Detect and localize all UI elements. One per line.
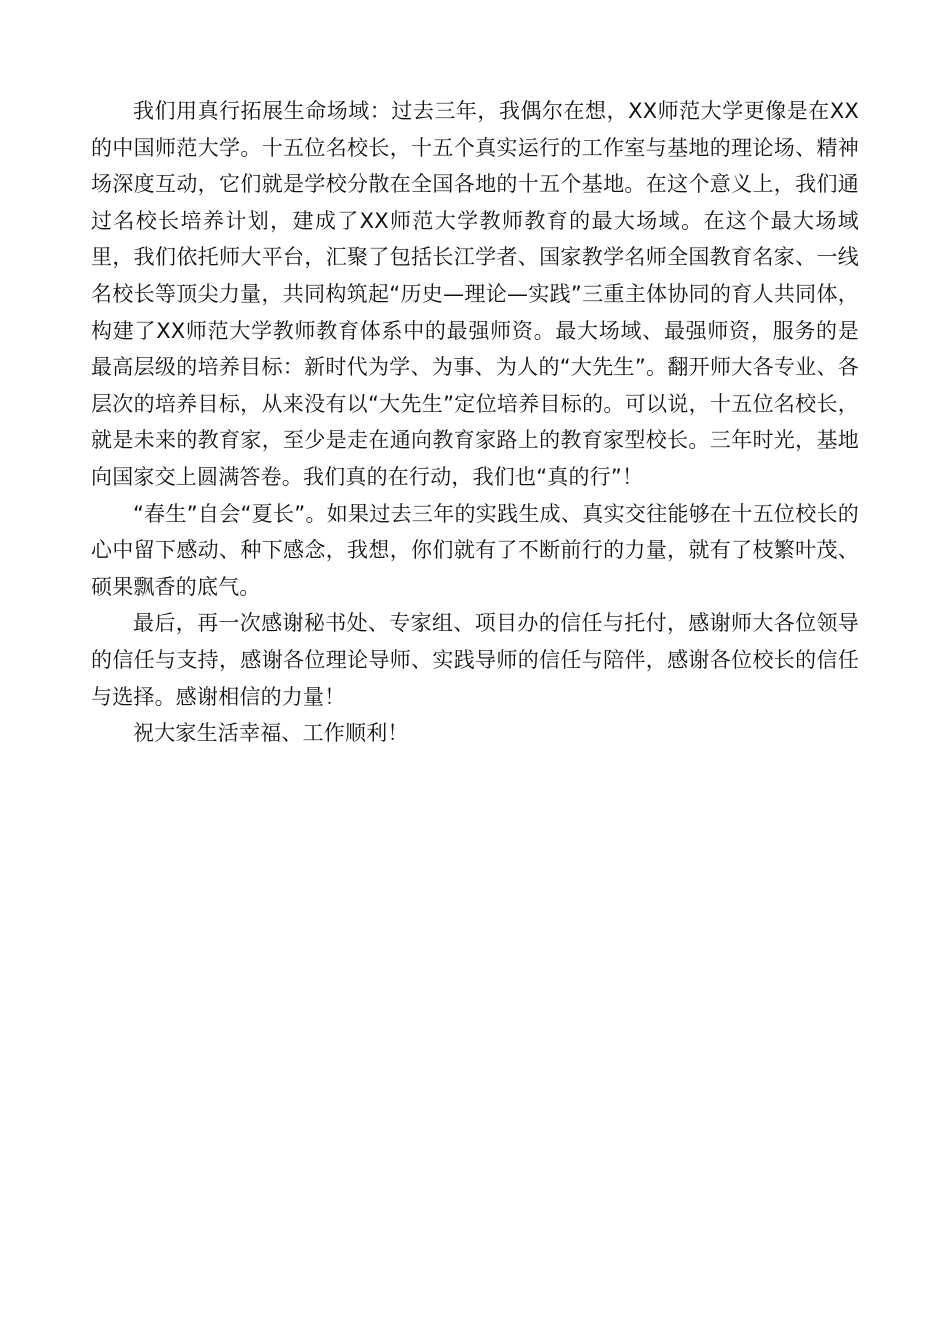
paragraph-field-expansion: 我们用真行拓展生命场域：过去三年，我偶尔在想，XX师范大学更像是在XX的中国师范大学。十五位名校长，十五个真实运行的工作室与基地的理论场、精神场深度互动，它们就是学校分散在全国各地的十五个基地。在这个意义上，我们通过名校长培养计划，建成了XX师范大学教师教育的最大场域。在这个最大场域里，我们依托师大平台，汇聚了包括长江学者、国家教学名师全国教育名家、一线名校长等顶尖力量，共同构筑起“历史—理论—实践”三重主体协同的育人共同体，构建了XX师范大学教师教育体系中的最强师资。最大场域、最强师资，服务的是最高层级的培养目标：新时代为学、为事、为人的“大先生”。翻开师大各专业、各层次的培养目标，从来没有以“大先生”定位培养目标的。可以说，十五位名校长，就是未来的教育家，至少是走在通向教育家路上的教育家型校长。三年时光，基地向国家交上圆满答卷。我们真的在行动，我们也“真的行”！ [91, 99, 859, 489]
document-body [91, 93, 859, 752]
paragraph-thanks: 最后，再一次感谢秘书处、专家组、项目办的信任与托付，感谢师大各位领导的信任与支持，感谢各位理论导师、实践导师的信任与陪伴，感谢各位校长的信任与选择。感谢相信的力量！ [91, 611, 859, 709]
paragraph-wishes: 祝大家生活幸福、工作顺利！ [133, 721, 409, 746]
paragraph-spring-summer: “春生”自会“夏长”。如果过去三年的实践生成、真实交往能够在十五位校长的心中留下感动、种下感念，我想，你们就有了不断前行的力量，就有了枝繁叶茂、硕果飘香的底气。 [91, 501, 859, 599]
